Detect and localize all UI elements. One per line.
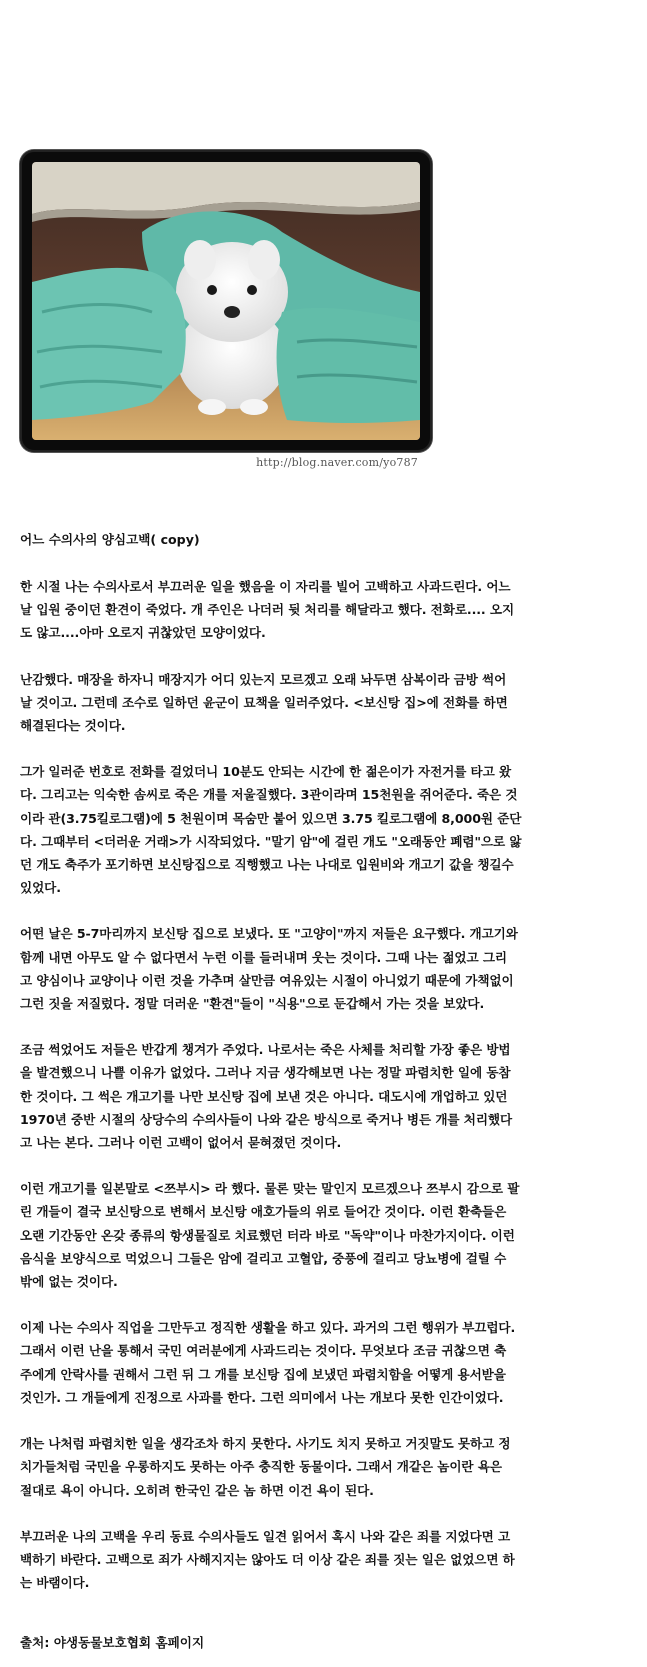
paragraph: 개는 나처럼 파렴치한 일을 생각조차 하지 못한다. 사기도 치지 못하고 거짓말도 못하고 정 치가들처럼 국민을 우롱하지도 못하는 아주 충직한 동물이다. 그래서 개같은 놈이란 욕은 절대로 욕이 아니다. 오히려 한국인 같은 놈 하면 이건 욕이 된다.: [20, 1436, 511, 1498]
puppy-photo-block: [20, 150, 432, 470]
paragraph: 부끄러운 나의 고백을 우리 동료 수의사들도 일견 읽어서 혹시 나와 같은 죄를 지었다면 고 백하기 바란다. 고백으로 죄가 사해지지는 않아도 더 이상 같은 죄를 짓는 일은 없었으면 하 는 바램이다.: [20, 1528, 515, 1591]
photo-source-caption: http://blog.naver.com/yo787: [256, 456, 418, 469]
puppy-photo: [32, 162, 420, 440]
paragraph: 조금 썩었어도 저들은 반갑게 챙겨가 주었다. 나로서는 죽은 사체를 처리할 가장 좋은 방법 을 발견했으니 나쁠 이유가 없었다. 그러나 지금 생각해보면 나는 정말 파렴치한 일에 동참 한 것이다. 그 썩은 개고기를 나만 보신탕 집에 보낸 것은 아니다. 대도시에 개업하고 있던 1970년 중반 시절의 상당수의 수의사들이 나와 같은 방식으로 죽거나 병든 개를 처리했다 고 나는 본다. 그러나 이런 고백이 없어서 묻혀졌던 것이다.: [20, 1042, 513, 1151]
paragraph: 난감했다. 매장을 하자니 매장지가 어디 있는지 모르겠고 오래 놔두면 삼복이라 금방 썩어 날 것이고. 그런데 조수로 일하던 윤군이 묘책을 일러주었다. <보신탕 집>에 전화를 하면 해결된다는 것이다.: [20, 671, 508, 734]
article-title: 어느 수의사의 양심고백( copy): [20, 532, 200, 547]
paragraph: 그가 일러준 번호로 전화를 걸었더니 10분도 안되는 시간에 한 젊은이가 자전거를 타고 왔 다. 그리고는 익숙한 솜씨로 죽은 개를 저울질했다. 3관이라며 15천원을 쥐어준다. 죽은 것 이라 관(3.75킬로그램)에 5 천원이며 목숨만 붙어 있으면 3.75 킬로그램에 8,000원 준단 다. 그때부터 <더러운 거래>가 시작되었다. "말기 암"에 걸린 개도 "오래동안 폐렴"으로 앓 던 개도 축주가 포기하면 보신탕집으로 직행했고 나는 나대로 입원비와 개고기 값을 챙길수 있었다.: [20, 764, 522, 896]
article-body: [20, 528, 628, 1617]
paragraph: 이제 나는 수의사 직업을 그만두고 정직한 생활을 하고 있다. 과거의 그런 행위가 부끄럽다. 그래서 이런 난을 통해서 국민 여러분에게 사과드리는 것이다. 무엇보다 조금 귀찮으면 축 주에게 안락사를 권해서 그런 뒤 그 개를 보신탕 집에 보냈던 파렴치함을 어떻게 용서받을 것인가. 그 개들에게 진정으로 사과를 한다. 그런 의미에서 나는 개보다 못한 인간이었다.: [20, 1320, 516, 1405]
paragraph: 이런 개고기를 일본말로 <쯔부시> 라 했다. 물론 맞는 말인지 모르겠으나 쯔부시 감으로 팔 린 개들이 결국 보신탕으로 변해서 보신탕 애호가들의 위로 들어간 것이다. 이런 환축들은 오랜 기간동안 온갖 종류의 항생물질로 치료했던 터라 바로 "독약"이나 마찬가지이다. 이런 음식을 보양식으로 먹었으니 그들은 암에 걸리고 고혈압, 중풍에 걸리고 당뇨병에 걸릴 수 밖에 없는 것이다.: [20, 1181, 520, 1290]
paragraph: 한 시절 나는 수의사로서 부끄러운 일을 했음을 이 자리를 빌어 고백하고 사과드린다. 어느 날 입원 중이던 환견이 죽었다. 개 주인은 나더러 뒷 처리를 해달라고 했다. 전화로.... 오지 도 않고....아마 오로지 귀찮았던 모양이었다.: [20, 579, 515, 641]
paragraph: 어떤 날은 5-7마리까지 보신탕 집으로 보냈다. 또 "고양이"까지 저들은 요구했다. 개고기와 함께 내면 아무도 알 수 없다면서 누런 이를 들러내며 웃는 것이다. 그때 나는 젊었고 그리 고 양심이나 교양이나 이런 것을 가추며 살만큼 여유있는 시절이 아니었기 때문에 가책없이 그런 짓을 저질렀다. 정말 더러운 "환견"들이 "식용"으로 둔갑해서 가는 것을 보았다.: [20, 926, 518, 1012]
article-source: 출처: 야생동물보호협회 홈페이지: [20, 1635, 205, 1650]
puppy-photo-frame: [20, 150, 432, 452]
